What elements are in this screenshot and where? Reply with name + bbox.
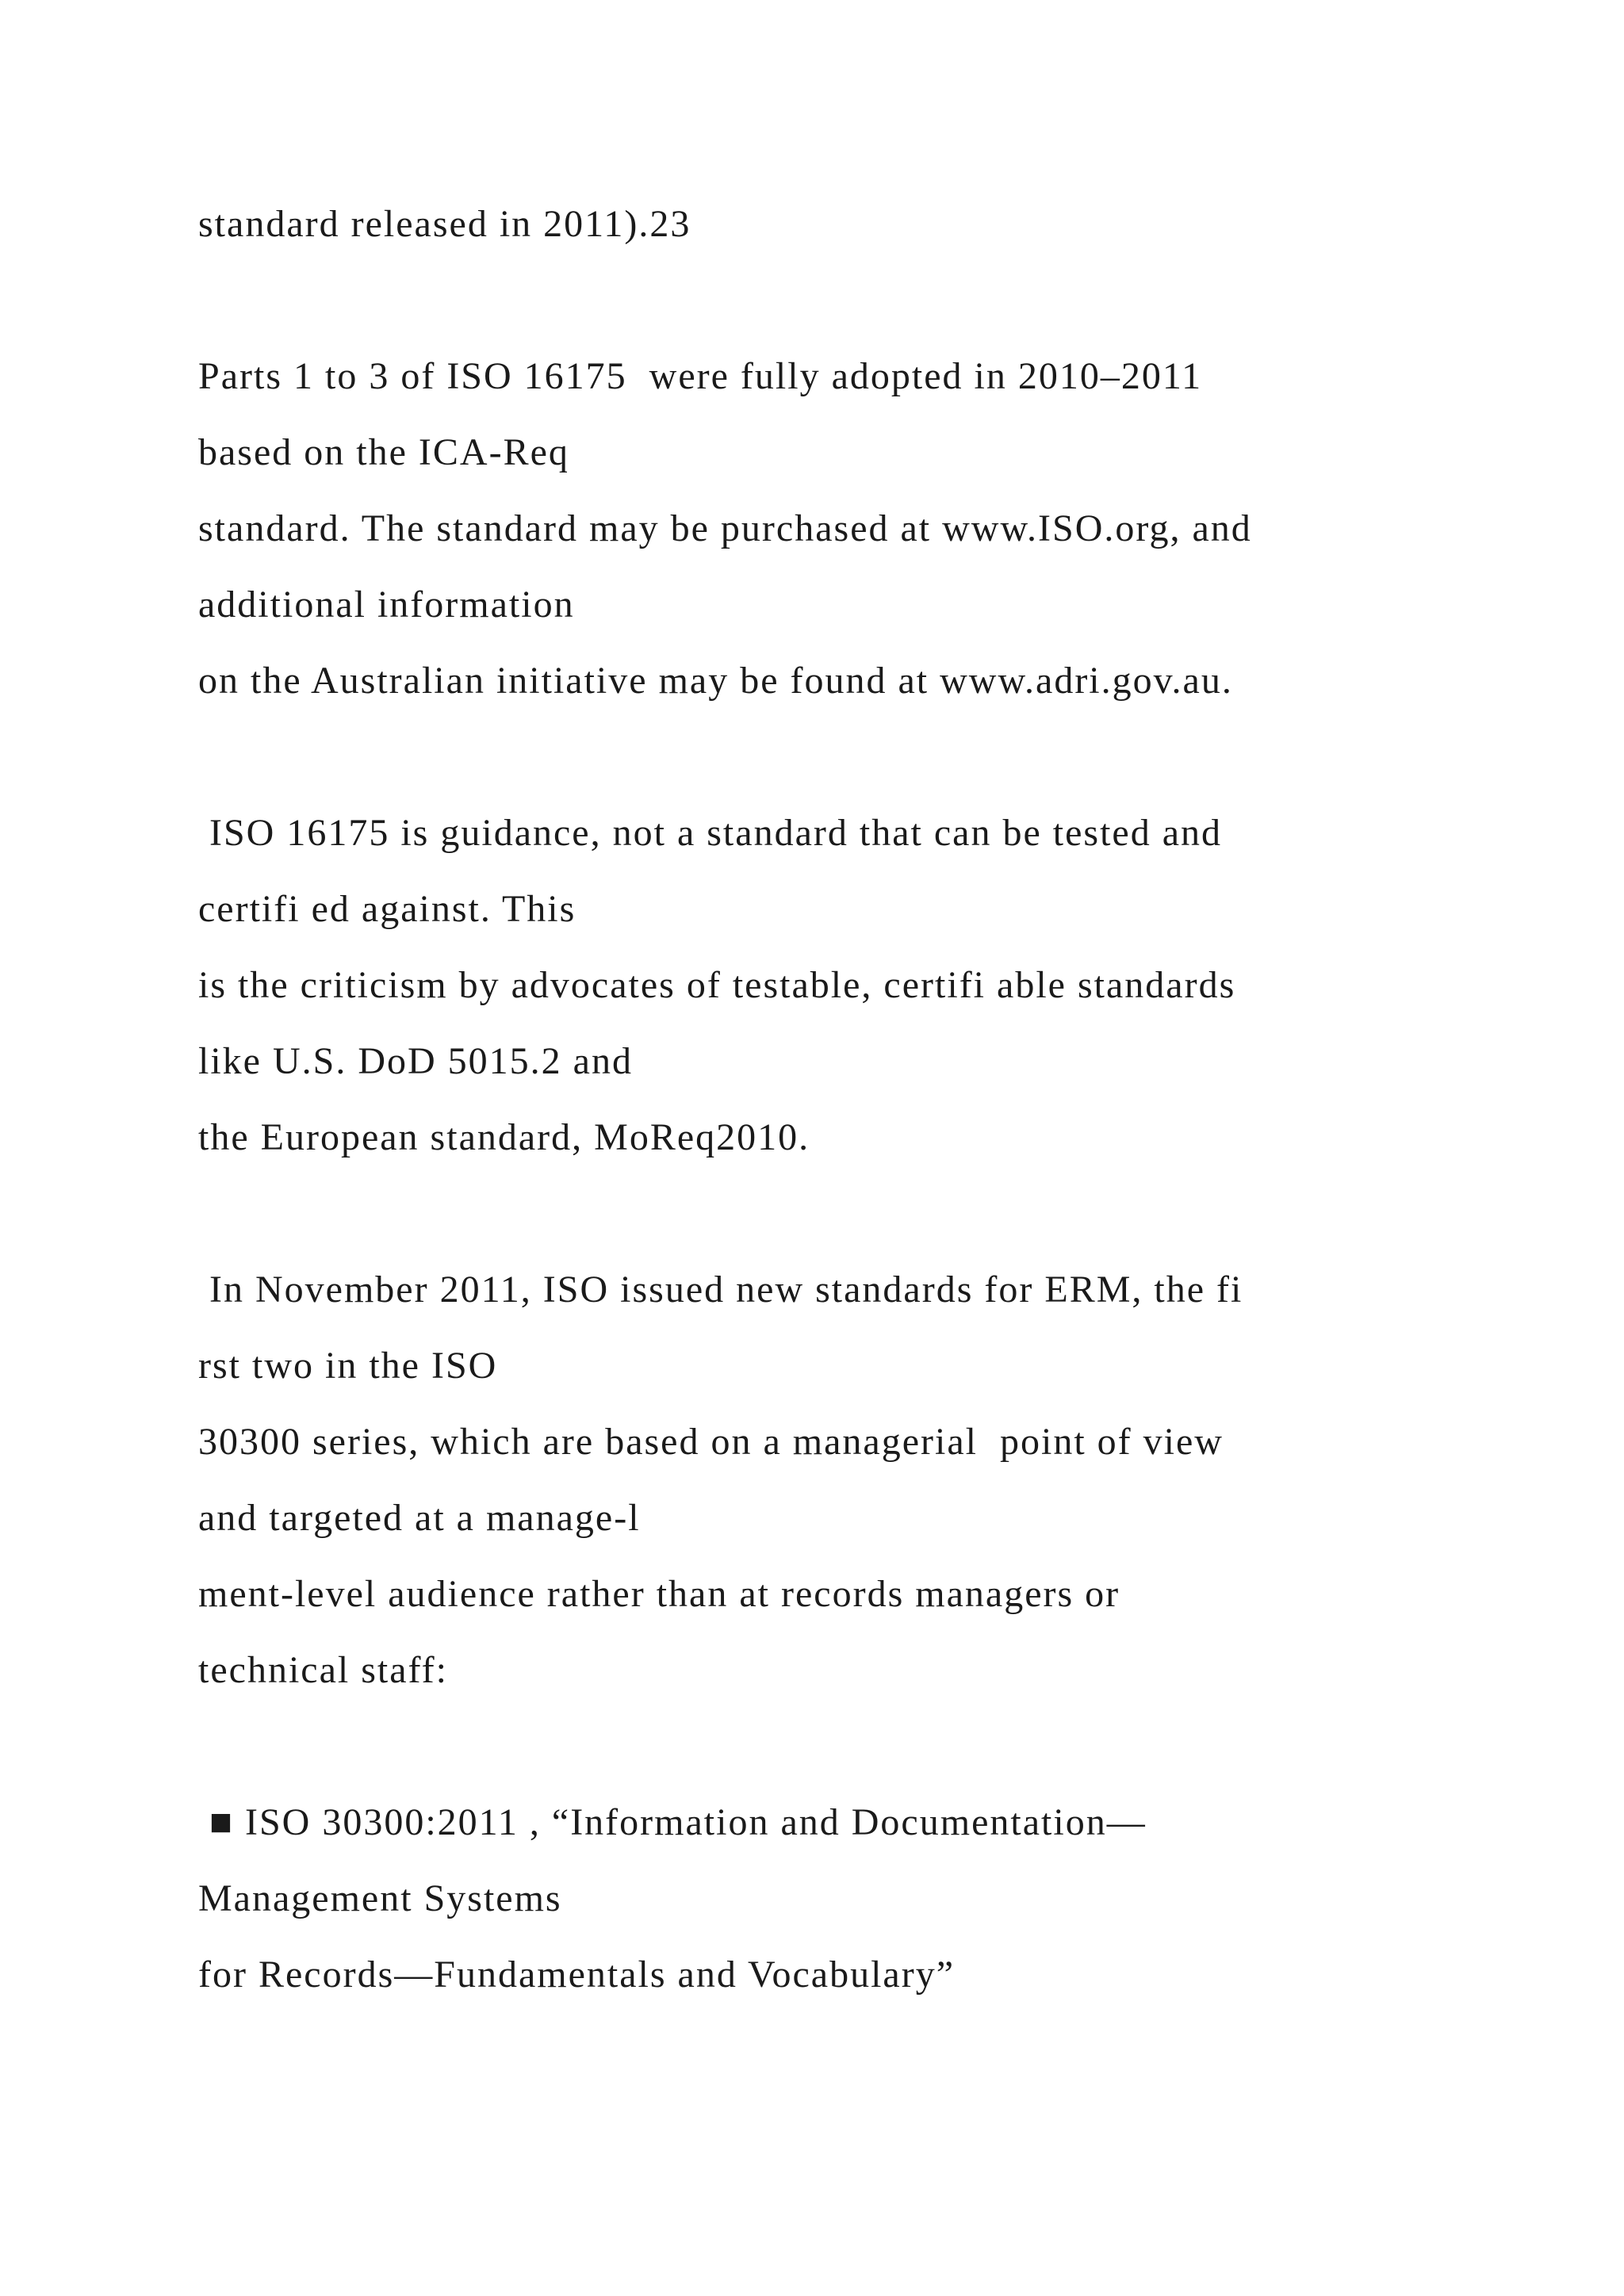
- paragraph-gap: [198, 1709, 1507, 1785]
- paragraph-4: [198, 1252, 1507, 1709]
- text-line: Parts 1 to 3 of ISO 16175 were fully adopted in 2010–2011: [198, 355, 1203, 397]
- text-line: rst two in the ISO: [198, 1345, 498, 1387]
- text-line: standard released in 2011).23: [198, 203, 691, 245]
- paragraph-gap: [198, 719, 1507, 795]
- paragraph-gap: [198, 262, 1507, 339]
- text-line: and targeted at a manage-l: [198, 1497, 641, 1539]
- text-line: 30300 series, which are based on a managerial point of view: [198, 1421, 1224, 1463]
- text-line: for Records—Fundamentals and Vocabulary”: [198, 1954, 956, 1996]
- text-line: certifi ed against. This: [198, 888, 576, 930]
- bullet-text-line: ■ ISO 30300:2011 , “Information and Documentation—: [198, 1801, 1147, 1843]
- paragraph-3: [198, 795, 1507, 1176]
- text-line: based on the ICA-Req: [198, 431, 569, 473]
- text-line: ment-level audience rather than at records managers or: [198, 1573, 1120, 1615]
- paragraph-1: [198, 186, 1507, 262]
- text-line: the European standard, MoReq2010.: [198, 1116, 810, 1158]
- text-line: standard. The standard may be purchased at www.ISO.org, and: [198, 507, 1252, 549]
- text-line: additional information: [198, 584, 575, 626]
- text-line: like U.S. DoD 5015.2 and: [198, 1040, 633, 1082]
- paragraph-gap: [198, 1176, 1507, 1252]
- text-line: is the criticism by advocates of testable, certifi able standards: [198, 964, 1236, 1006]
- text-line: In November 2011, ISO issued new standards for ERM, the fi: [198, 1269, 1243, 1311]
- paragraph-2: [198, 339, 1507, 719]
- text-line: ISO 16175 is guidance, not a standard that can be tested and: [198, 812, 1223, 854]
- text-line: on the Australian initiative may be found at www.adri.gov.au.: [198, 660, 1233, 702]
- paragraph-5-bullet: [198, 1785, 1507, 2013]
- text-line: Management Systems: [198, 1877, 562, 1919]
- document-body: [198, 186, 1507, 2013]
- text-line: technical staff:: [198, 1649, 448, 1691]
